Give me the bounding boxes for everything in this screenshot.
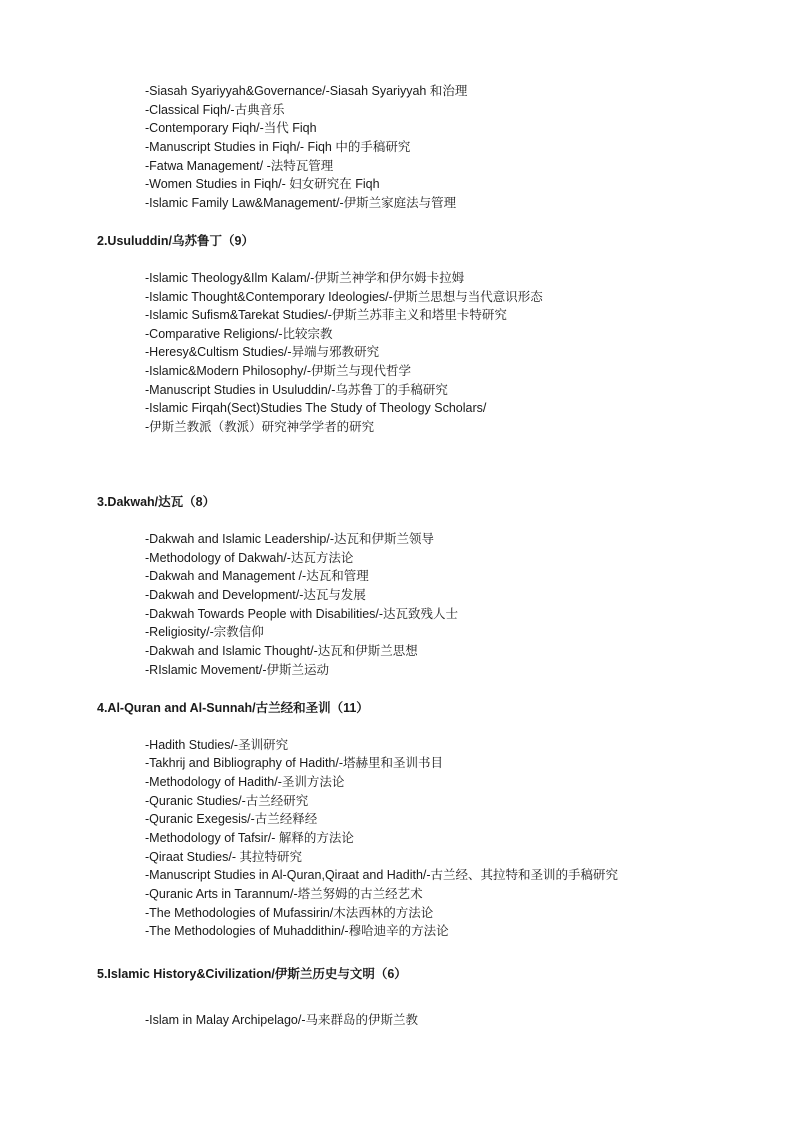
list-item: -Classical Fiqh/-古典音乐 [145,103,285,117]
list-item: -Contemporary Fiqh/-当代 Fiqh [145,121,317,135]
list-item: -Dakwah Towards People with Disabilities/-达瓦致残人士 [145,607,459,621]
list-item: -Islamic Thought&Contemporary Ideologies/-伊斯兰思想与当代意识形态 [145,290,543,304]
list-item: -Islamic Sufism&Tarekat Studies/-伊斯兰苏菲主义和塔里卡特研究 [145,308,507,322]
list-item: -Manuscript Studies in Al-Quran,Qiraat and Hadith/-古兰经、其拉特和圣训的手稿研究 [145,868,619,882]
list-item: -Manuscript Studies in Fiqh/- Fiqh 中的手稿研究 [145,140,411,154]
list-item: -Women Studies in Fiqh/- 妇女研究在 Fiqh [145,177,380,191]
list-item: -Methodology of Dakwah/-达瓦方法论 [145,551,354,565]
list-item: -The Methodologies of Muhaddithin/-穆哈迪辛的方法论 [145,924,449,938]
section-heading-quran-sunnah: 4.Al-Quran and Al-Sunnah/古兰经和圣训（11） [97,701,369,715]
section-heading-usuluddin: 2.Usuluddin/乌苏鲁丁（9） [97,234,254,248]
list-item: -Quranic Studies/-古兰经研究 [145,794,309,808]
list-item: -Quranic Exegesis/-古兰经释经 [145,812,318,826]
list-item: -Islamic Family Law&Management/-伊斯兰家庭法与管理 [145,196,457,210]
list-item: -Dakwah and Islamic Leadership/-达瓦和伊斯兰领导 [145,532,434,546]
section-heading-islamic-history: 5.Islamic History&Civilization/伊斯兰历史与文明（6） [97,967,407,981]
section-heading-dakwah: 3.Dakwah/达瓦（8） [97,495,216,509]
list-item: -伊斯兰教派（教派）研究神学学者的研究 [145,420,375,434]
list-item: -Siasah Syariyyah&Governance/-Siasah Syariyyah 和治理 [145,84,468,98]
list-item: -Methodology of Tafsir/- 解释的方法论 [145,831,354,845]
list-item: -Hadith Studies/-圣训研究 [145,738,289,752]
list-item: -Comparative Religions/-比较宗教 [145,327,333,341]
list-item: -RIslamic Movement/-伊斯兰运动 [145,663,330,677]
list-item: -Qiraat Studies/- 其拉特研究 [145,850,302,864]
list-item: -Takhrij and Bibliography of Hadith/-塔赫里和圣训书目 [145,756,444,770]
list-item: -Islamic&Modern Philosophy/-伊斯兰与现代哲学 [145,364,412,378]
list-item: -Manuscript Studies in Usuluddin/-乌苏鲁丁的手稿研究 [145,383,448,397]
list-item: -Islamic Firqah(Sect)Studies The Study of Theology Scholars/ [145,401,487,415]
list-item: -Quranic Arts in Tarannum/-塔兰努姆的古兰经艺术 [145,887,423,901]
list-item: -Methodology of Hadith/-圣训方法论 [145,775,345,789]
list-item: -Heresy&Cultism Studies/-异端与邪教研究 [145,345,380,359]
list-item: -Islam in Malay Archipelago/-马来群岛的伊斯兰教 [145,1013,418,1027]
list-item: -Islamic Theology&Ilm Kalam/-伊斯兰神学和伊尔姆卡拉姆 [145,271,465,285]
list-item: -Religiosity/-宗教信仰 [145,625,264,639]
list-item: -Dakwah and Management /-达瓦和管理 [145,569,369,583]
list-item: -Dakwah and Development/-达瓦与发展 [145,588,366,602]
list-item: -Fatwa Management/ -法特瓦管理 [145,159,334,173]
list-item: -The Methodologies of Mufassirin/木法西林的方法论 [145,906,434,920]
list-item: -Dakwah and Islamic Thought/-达瓦和伊斯兰思想 [145,644,418,658]
